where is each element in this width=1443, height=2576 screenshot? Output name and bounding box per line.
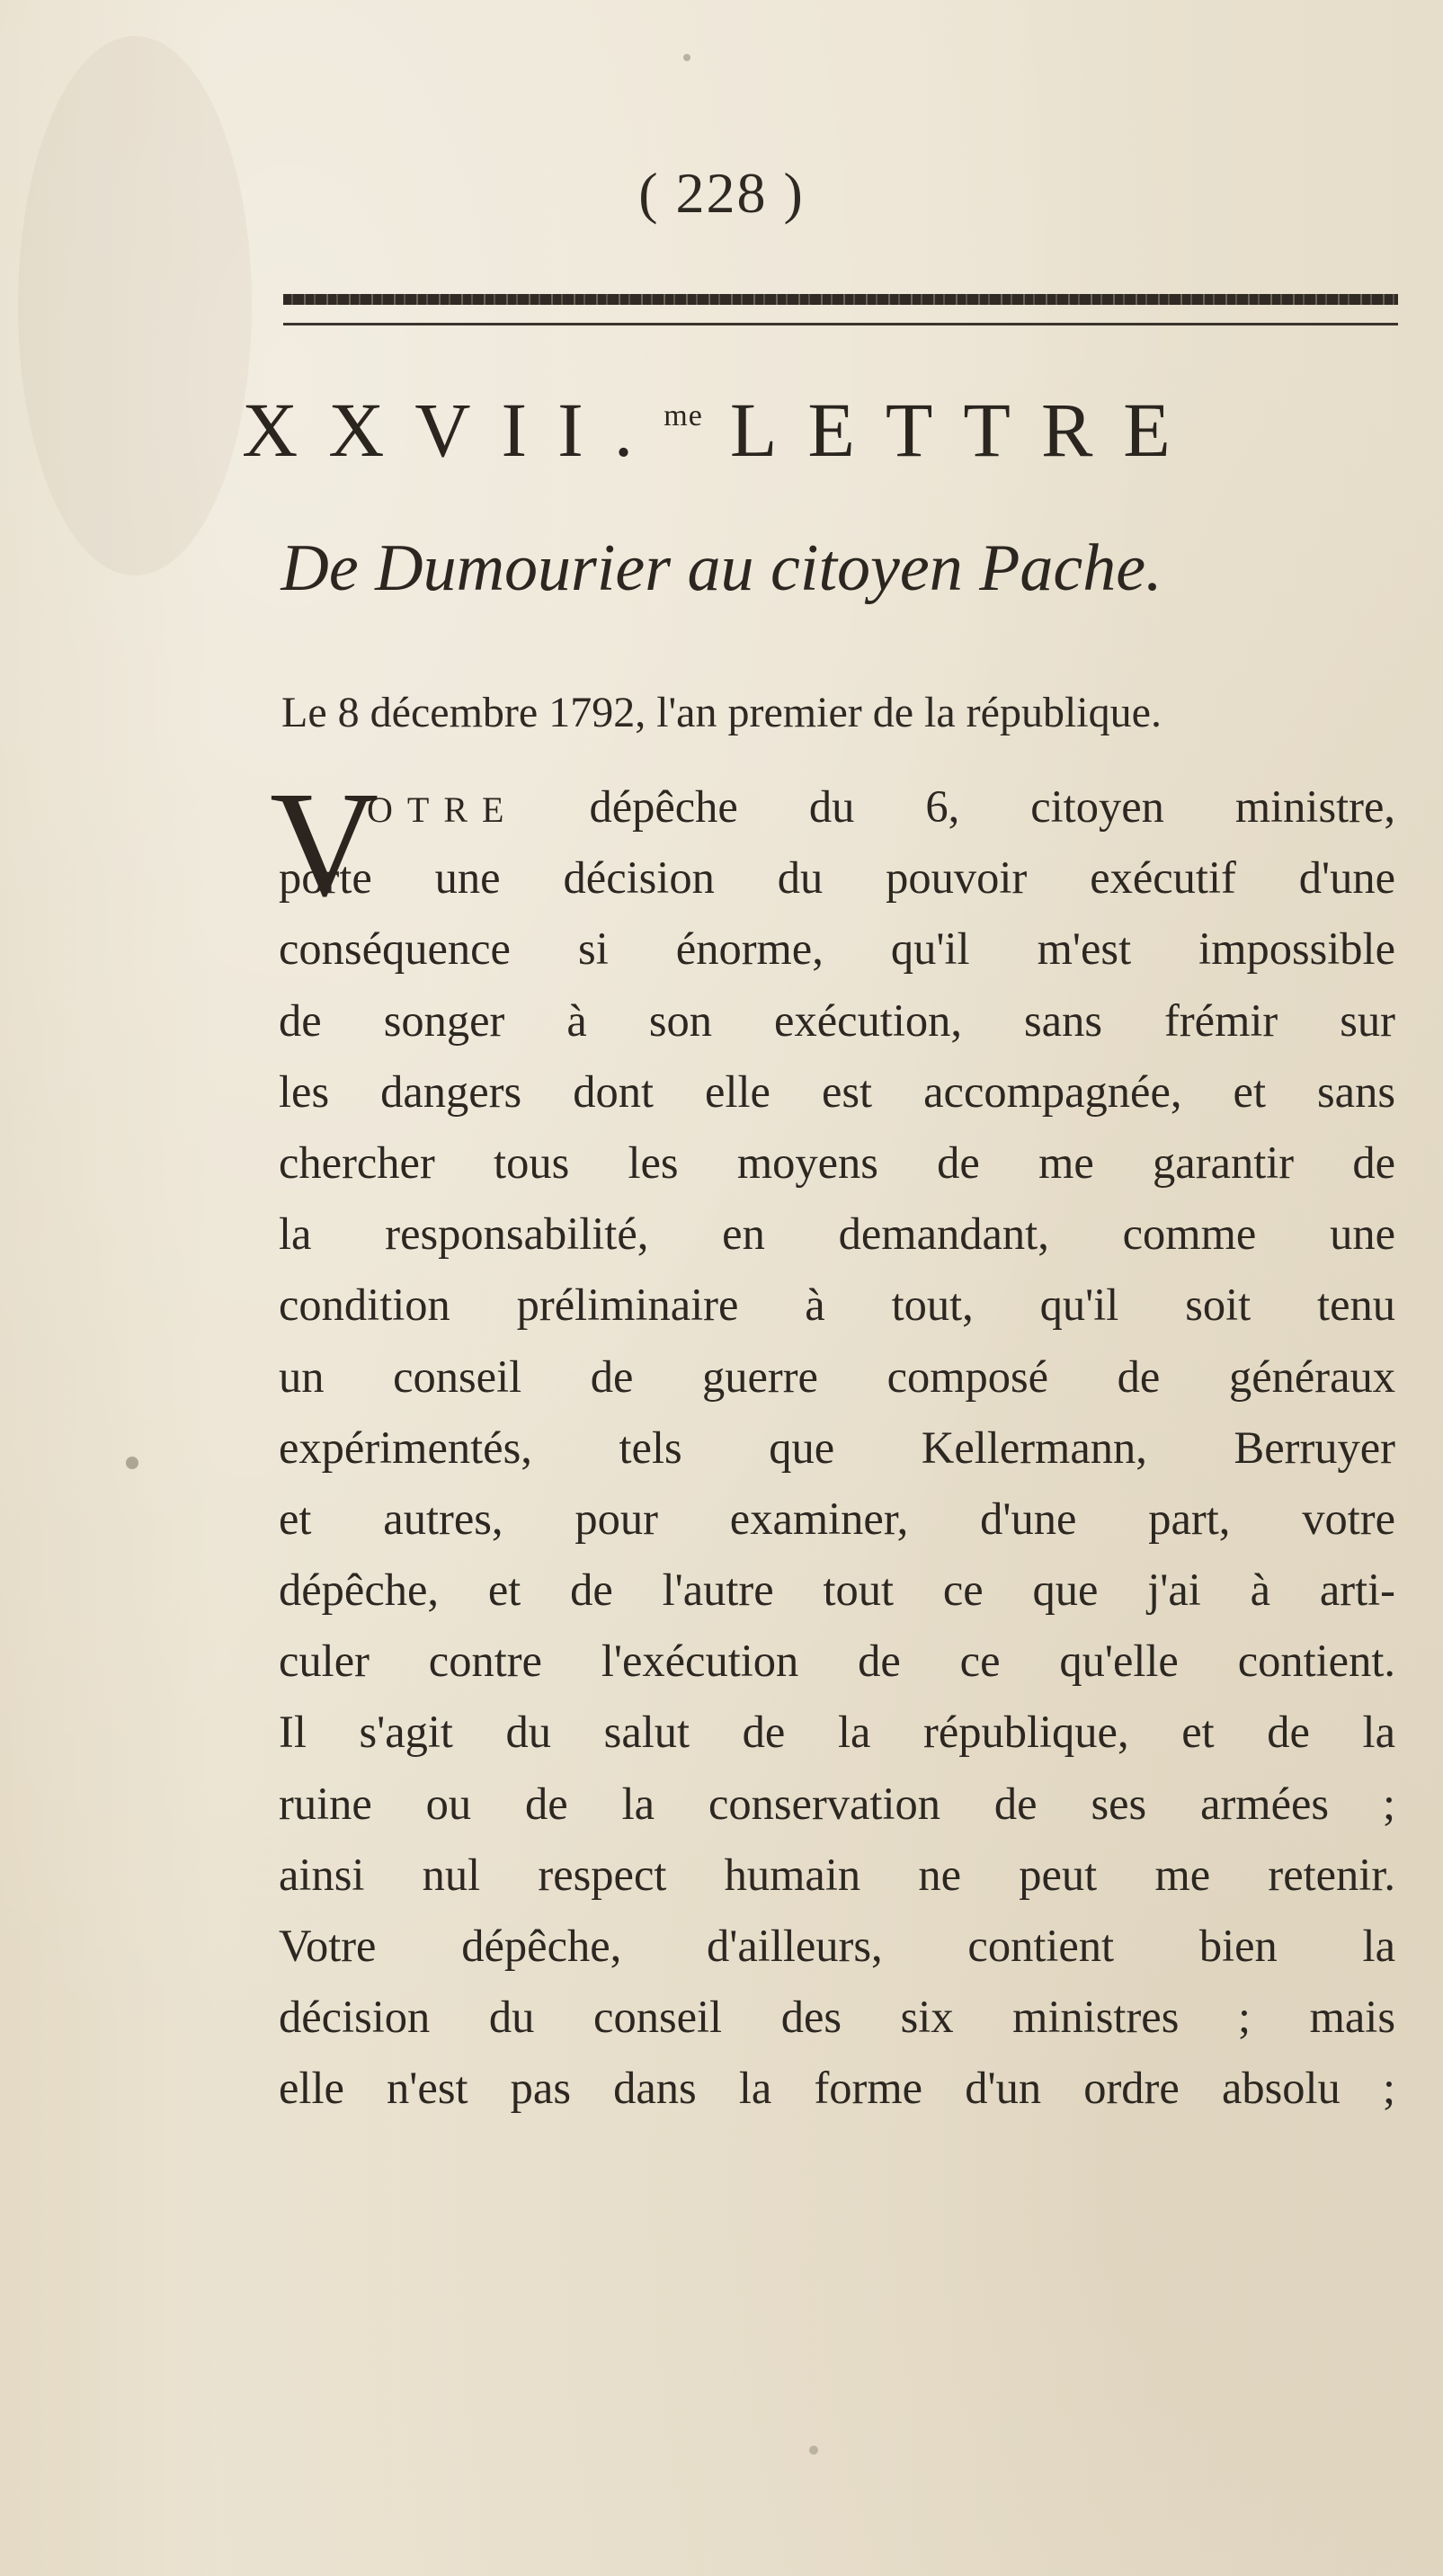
heading-numeral: XXVII. xyxy=(242,387,664,473)
paper-stain xyxy=(683,54,690,61)
page-number: ( 228 ) xyxy=(638,161,805,225)
body-line: décision du conseil des six ministres ; mais xyxy=(279,1992,1395,2043)
body-line: porte une décision du pouvoir exécutif d'une xyxy=(279,852,1395,904)
first-word-small-caps: OTRE xyxy=(367,789,519,830)
body-line: Il s'agit du salut de la république, et de la xyxy=(279,1707,1395,1758)
body-line: les dangers dont elle est accompagnée, et sans xyxy=(279,1065,1395,1117)
thin-rule xyxy=(283,323,1398,325)
body-line: expérimentés, tels que Kellermann, Berruyer xyxy=(279,1422,1395,1473)
body-line-text: dépêche du 6, citoyen ministre, xyxy=(589,781,1395,832)
body-line: elle n'est pas dans la forme d'un ordre absolu ; xyxy=(279,2063,1395,2114)
body-line: conséquence si énorme, qu'il m'est impossible xyxy=(279,923,1395,975)
letter-body xyxy=(270,761,1395,2125)
body-line: ainsi nul respect humain ne peut me retenir. xyxy=(279,1849,1395,1900)
body-line xyxy=(279,771,1395,842)
ornamental-rule xyxy=(283,294,1398,305)
letter-heading xyxy=(0,385,1443,475)
body-line: un conseil de guerre composé de généraux xyxy=(279,1350,1395,1402)
body-line: Votre dépêche, d'ailleurs, contient bien la xyxy=(279,1921,1395,1971)
body-line: chercher tous les moyens de me garantir de xyxy=(279,1136,1395,1188)
body-line: la responsabilité, en demandant, comme une xyxy=(279,1208,1395,1260)
drop-cap: V xyxy=(270,761,379,928)
letter-subtitle: De Dumourier au citoyen Pache. xyxy=(281,531,1162,605)
body-line: de songer à son exécution, sans frémir sur xyxy=(279,994,1395,1046)
body-line: dépêche, et de l'autre tout ce que j'ai à arti- xyxy=(279,1564,1395,1616)
heading-ordinal-suffix: me xyxy=(664,399,703,432)
body-line: condition préliminaire à tout, qu'il soit tenu xyxy=(279,1279,1395,1331)
body-line: et autres, pour examiner, d'une part, votre xyxy=(279,1493,1395,1544)
body-line: ruine ou de la conservation de ses armées ; xyxy=(279,1778,1395,1829)
paper-stain xyxy=(18,36,252,575)
heading-word: LETTRE xyxy=(729,387,1201,473)
paper-stain xyxy=(126,1457,138,1469)
paper-stain xyxy=(809,2446,818,2455)
body-line: culer contre l'exécution de ce qu'elle contient. xyxy=(279,1636,1395,1687)
letter-dateline: Le 8 décembre 1792, l'an premier de la république. xyxy=(281,689,1162,736)
